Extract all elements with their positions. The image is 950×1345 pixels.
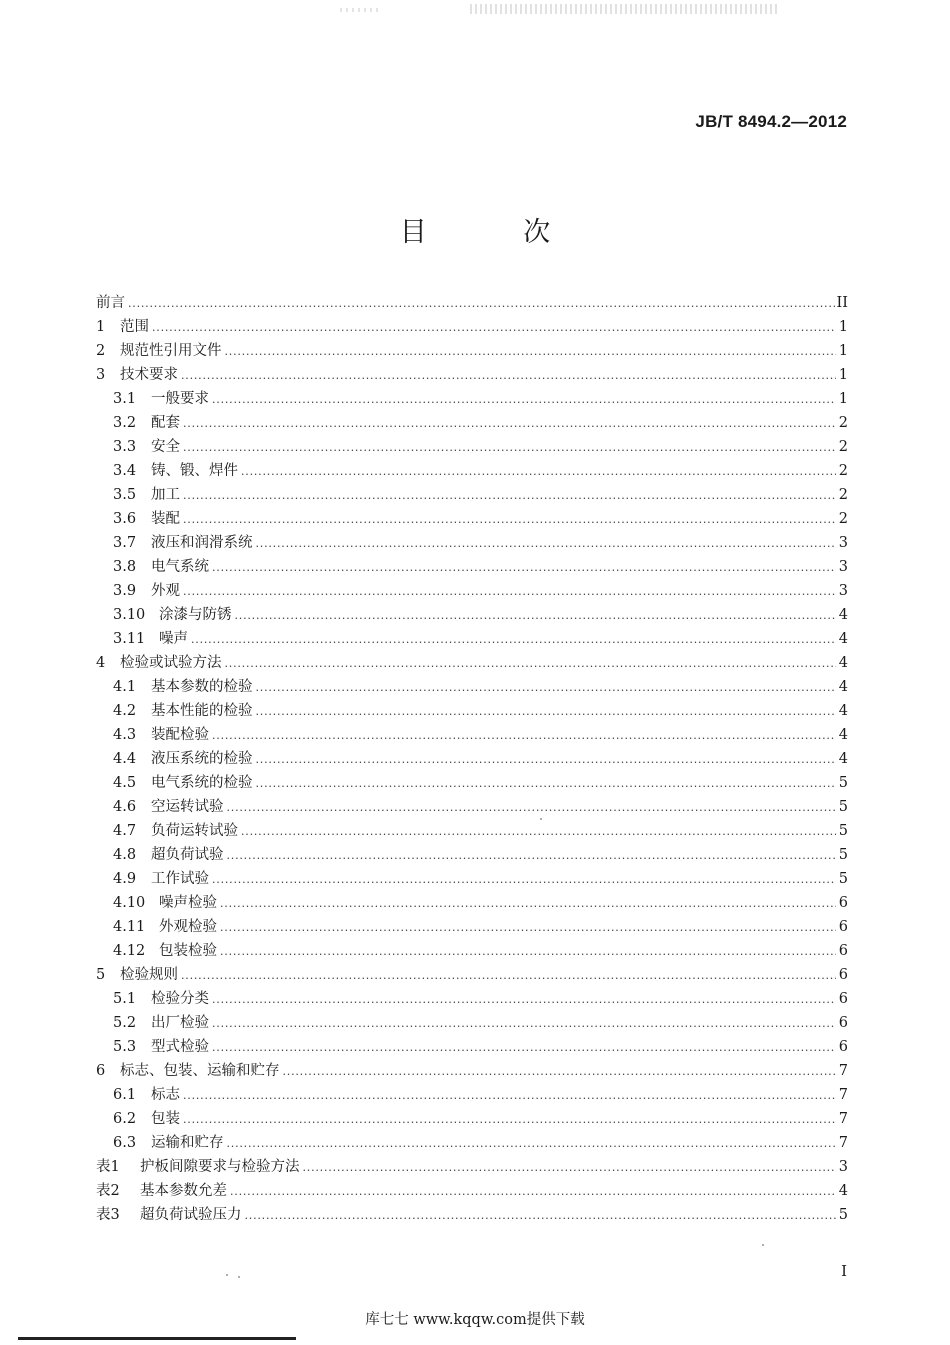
toc-entry — [96, 843, 848, 867]
toc-entry-number: 3.10 — [113, 607, 146, 623]
toc-entry-label: 液压和润滑系统 — [151, 535, 253, 551]
toc-leader-dots — [183, 436, 836, 460]
toc-entry-number: 5.1 — [113, 991, 137, 1007]
toc-entry-page: 2 — [838, 415, 848, 431]
toc-leader-dots — [212, 988, 836, 1012]
toc-entry — [96, 699, 848, 723]
toc-entry-number: 4.7 — [113, 823, 137, 839]
toc-entry-label: 空运转试验 — [151, 799, 224, 815]
toc-entry — [96, 771, 848, 795]
toc-entry — [96, 315, 848, 339]
toc-entry-label: 配套 — [151, 415, 180, 431]
toc-entry-number: 表2 — [96, 1183, 120, 1199]
toc-entry-number: 3.11 — [113, 631, 146, 647]
toc-entry-label: 电气系统 — [151, 559, 209, 575]
toc-entry — [96, 339, 848, 363]
toc-leader-dots — [220, 940, 836, 964]
toc-leader-dots — [212, 556, 836, 580]
toc-entry — [96, 891, 848, 915]
toc-entry-label: 噪声 — [159, 631, 188, 647]
toc-entry — [96, 363, 848, 387]
toc-entry-page: 5 — [838, 847, 848, 863]
toc-entry-number: 2 — [96, 343, 106, 359]
toc-entry-page: 1 — [838, 319, 848, 335]
toc-entry — [96, 483, 848, 507]
toc-entry — [96, 579, 848, 603]
toc-leader-dots — [212, 1012, 836, 1036]
toc-entry — [96, 819, 848, 843]
toc-leader-dots — [212, 868, 836, 892]
toc-entry-number: 3.2 — [113, 415, 137, 431]
toc-entry — [96, 795, 848, 819]
toc-entry-page: 4 — [838, 703, 848, 719]
toc-entry-number: 4.4 — [113, 751, 137, 767]
toc-entry-number: 4.8 — [113, 847, 137, 863]
toc-entry — [96, 603, 848, 627]
toc-entry — [96, 291, 848, 315]
toc-leader-dots — [183, 580, 836, 604]
toc-entry-number: 6.3 — [113, 1135, 137, 1151]
toc-entry-page: 1 — [838, 391, 848, 407]
toc-entry — [96, 507, 848, 531]
toc-entry — [96, 939, 848, 963]
toc-leader-dots — [256, 676, 837, 700]
toc-entry-page: 3 — [838, 559, 848, 575]
toc-entry-page: 6 — [838, 967, 848, 983]
page-title: 目 次 — [399, 217, 595, 248]
toc-entry-number: 4 — [96, 655, 106, 671]
toc-entry-page: 6 — [838, 943, 848, 959]
toc-entry — [96, 963, 848, 987]
toc-entry-number: 4.10 — [113, 895, 146, 911]
toc-entry — [96, 867, 848, 891]
toc-entry — [96, 411, 848, 435]
toc-entry-label: 包装 — [151, 1111, 180, 1127]
toc-entry-page: 4 — [838, 1183, 848, 1199]
toc-entry-number: 3.9 — [113, 583, 137, 599]
toc-entry-number: 4.2 — [113, 703, 137, 719]
toc-entry-number: 表1 — [96, 1159, 120, 1175]
toc-leader-dots — [227, 1132, 837, 1156]
toc-entry-label: 外观 — [151, 583, 180, 599]
toc-entry-label: 前言 — [96, 295, 125, 311]
scan-speck — [238, 1276, 240, 1278]
toc-entry-page: 3 — [838, 535, 848, 551]
toc-entry-label: 规范性引用文件 — [120, 343, 222, 359]
toc-leader-dots — [183, 1084, 836, 1108]
toc-entry-number: 4.5 — [113, 775, 137, 791]
toc-entry-page: 2 — [838, 511, 848, 527]
toc-entry — [96, 459, 848, 483]
toc-entry-number: 6.1 — [113, 1087, 137, 1103]
toc-entry-label: 基本性能的检验 — [151, 703, 253, 719]
toc-entry-label: 基本参数的检验 — [151, 679, 253, 695]
toc-entry-label: 标志 — [151, 1087, 180, 1103]
toc-entry-label: 一般要求 — [151, 391, 209, 407]
toc-leader-dots — [227, 796, 837, 820]
toc-entry-page: 4 — [838, 751, 848, 767]
toc-entry-page: 6 — [838, 895, 848, 911]
toc-entry-page: 5 — [838, 799, 848, 815]
toc-entry-number: 4.6 — [113, 799, 137, 815]
toc-entry — [96, 627, 848, 651]
toc-entry-page: 4 — [838, 631, 848, 647]
toc-entry-page: 4 — [838, 679, 848, 695]
toc-entry-label: 负荷运转试验 — [151, 823, 238, 839]
toc-leader-dots — [256, 532, 837, 556]
toc-entry-page: 2 — [838, 439, 848, 455]
toc-leader-dots — [183, 412, 836, 436]
toc-entry-page: 5 — [838, 823, 848, 839]
toc-entry-number: 6 — [96, 1063, 106, 1079]
toc-entry — [96, 987, 848, 1011]
toc-entry-page: 5 — [838, 871, 848, 887]
toc-entry-label: 噪声检验 — [159, 895, 217, 911]
toc-entry — [96, 387, 848, 411]
toc-leader-dots — [245, 1204, 837, 1228]
toc-entry-page: 4 — [838, 727, 848, 743]
toc-entry-label: 铸、锻、焊件 — [151, 463, 238, 479]
page-number: I — [841, 1262, 847, 1280]
toc-entry-label: 型式检验 — [151, 1039, 209, 1055]
toc-entry — [96, 1131, 848, 1155]
toc-entry-number: 4.11 — [113, 919, 146, 935]
toc-entry — [96, 1083, 848, 1107]
scan-speck — [226, 1274, 228, 1276]
table-of-contents — [96, 291, 848, 1227]
toc-entry-number: 表3 — [96, 1207, 120, 1223]
toc-entry-page: 3 — [838, 583, 848, 599]
toc-leader-dots — [220, 892, 836, 916]
toc-leader-dots — [181, 364, 836, 388]
toc-entry-label: 检验分类 — [151, 991, 209, 1007]
toc-entry — [96, 1155, 848, 1179]
toc-entry-number: 6.2 — [113, 1111, 137, 1127]
toc-leader-dots — [225, 652, 837, 676]
toc-entry-page: 1 — [838, 343, 848, 359]
toc-leader-dots — [183, 508, 836, 532]
toc-entry-number: 3.6 — [113, 511, 137, 527]
toc-entry — [96, 1179, 848, 1203]
toc-entry-number: 5.2 — [113, 1015, 137, 1031]
toc-leader-dots — [183, 1108, 836, 1132]
toc-entry-number: 4.12 — [113, 943, 146, 959]
toc-entry — [96, 675, 848, 699]
toc-leader-dots — [191, 628, 836, 652]
toc-entry-page: 7 — [838, 1087, 848, 1103]
toc-entry-number: 3.3 — [113, 439, 137, 455]
toc-leader-dots — [256, 772, 837, 796]
toc-leader-dots — [212, 388, 836, 412]
toc-entry-page: 3 — [838, 1159, 848, 1175]
toc-entry — [96, 1059, 848, 1083]
toc-entry-label: 运输和贮存 — [151, 1135, 224, 1151]
toc-entry — [96, 555, 848, 579]
toc-leader-dots — [183, 484, 836, 508]
toc-entry-number: 1 — [96, 319, 106, 335]
toc-entry-number: 4.9 — [113, 871, 137, 887]
toc-entry-page: 4 — [838, 655, 848, 671]
toc-entry-label: 电气系统的检验 — [151, 775, 253, 791]
toc-entry-label: 检验规则 — [120, 967, 178, 983]
toc-entry-label: 超负荷试验压力 — [140, 1207, 242, 1223]
toc-entry — [96, 651, 848, 675]
toc-entry-label: 超负荷试验 — [151, 847, 224, 863]
toc-entry — [96, 531, 848, 555]
toc-entry-page: 6 — [838, 919, 848, 935]
toc-leader-dots — [128, 292, 835, 316]
toc-entry-label: 工作试验 — [151, 871, 209, 887]
toc-entry-label: 加工 — [151, 487, 180, 503]
toc-entry-page: 7 — [838, 1135, 848, 1151]
toc-entry — [96, 1011, 848, 1035]
toc-entry-page: 4 — [838, 607, 848, 623]
toc-entry-page: 6 — [838, 1039, 848, 1055]
scan-speck — [762, 1244, 764, 1246]
toc-entry-number: 3.4 — [113, 463, 137, 479]
toc-leader-dots — [227, 844, 837, 868]
toc-entry-label: 外观检验 — [159, 919, 217, 935]
toc-entry-number: 3 — [96, 367, 106, 383]
toc-leader-dots — [212, 724, 836, 748]
toc-entry-label: 出厂检验 — [151, 1015, 209, 1031]
toc-leader-dots — [220, 916, 836, 940]
toc-entry-label: 技术要求 — [120, 367, 178, 383]
toc-leader-dots — [283, 1060, 837, 1084]
toc-entry-page: 7 — [838, 1111, 848, 1127]
toc-entry — [96, 747, 848, 771]
toc-entry-page: 5 — [838, 775, 848, 791]
toc-entry-page: 2 — [838, 463, 848, 479]
toc-entry-number: 5 — [96, 967, 106, 983]
toc-leader-dots — [230, 1180, 836, 1204]
toc-entry-label: 标志、包装、运输和贮存 — [120, 1063, 280, 1079]
toc-entry-label: 包装检验 — [159, 943, 217, 959]
scan-artifact — [470, 4, 780, 14]
toc-entry — [96, 1107, 848, 1131]
toc-entry-page: 6 — [838, 991, 848, 1007]
toc-entry-label: 装配 — [151, 511, 180, 527]
toc-entry-page: 6 — [838, 1015, 848, 1031]
toc-entry-page: 5 — [838, 1207, 848, 1223]
toc-entry-label: 基本参数允差 — [140, 1183, 227, 1199]
toc-leader-dots — [235, 604, 837, 628]
toc-leader-dots — [241, 820, 836, 844]
toc-entry-page: 7 — [838, 1063, 848, 1079]
toc-leader-dots — [225, 340, 837, 364]
toc-leader-dots — [152, 316, 836, 340]
toc-leader-dots — [181, 964, 836, 988]
scan-speck — [540, 818, 542, 820]
standard-code: JB/T 8494.2—2012 — [695, 112, 847, 131]
scan-edge-line — [18, 1337, 296, 1340]
toc-entry-number: 5.3 — [113, 1039, 137, 1055]
toc-entry-page: 1 — [838, 367, 848, 383]
toc-entry-number: 3.5 — [113, 487, 137, 503]
toc-entry-number: 3.7 — [113, 535, 137, 551]
footer-watermark-text: 库七七 www.kqqw.com提供下载 — [365, 1312, 585, 1328]
toc-entry — [96, 435, 848, 459]
toc-leader-dots — [256, 700, 837, 724]
toc-entry-label: 范围 — [120, 319, 149, 335]
toc-entry-label: 装配检验 — [151, 727, 209, 743]
toc-entry-label: 涂漆与防锈 — [159, 607, 232, 623]
toc-leader-dots — [241, 460, 836, 484]
scan-artifact — [340, 8, 380, 12]
toc-entry-label: 护板间隙要求与检验方法 — [140, 1159, 300, 1175]
toc-leader-dots — [256, 748, 837, 772]
toc-entry-label: 安全 — [151, 439, 180, 455]
toc-entry-number: 4.3 — [113, 727, 137, 743]
toc-entry-label: 检验或试验方法 — [120, 655, 222, 671]
toc-entry — [96, 915, 848, 939]
toc-entry-number: 4.1 — [113, 679, 137, 695]
toc-entry-number: 3.1 — [113, 391, 137, 407]
toc-entry-label: 液压系统的检验 — [151, 751, 253, 767]
toc-entry-number: 3.8 — [113, 559, 137, 575]
toc-leader-dots — [212, 1036, 836, 1060]
toc-entry-page: 2 — [838, 487, 848, 503]
toc-entry — [96, 1203, 848, 1227]
toc-entry-page: II — [836, 295, 848, 311]
toc-leader-dots — [303, 1156, 837, 1180]
toc-entry — [96, 723, 848, 747]
toc-entry — [96, 1035, 848, 1059]
